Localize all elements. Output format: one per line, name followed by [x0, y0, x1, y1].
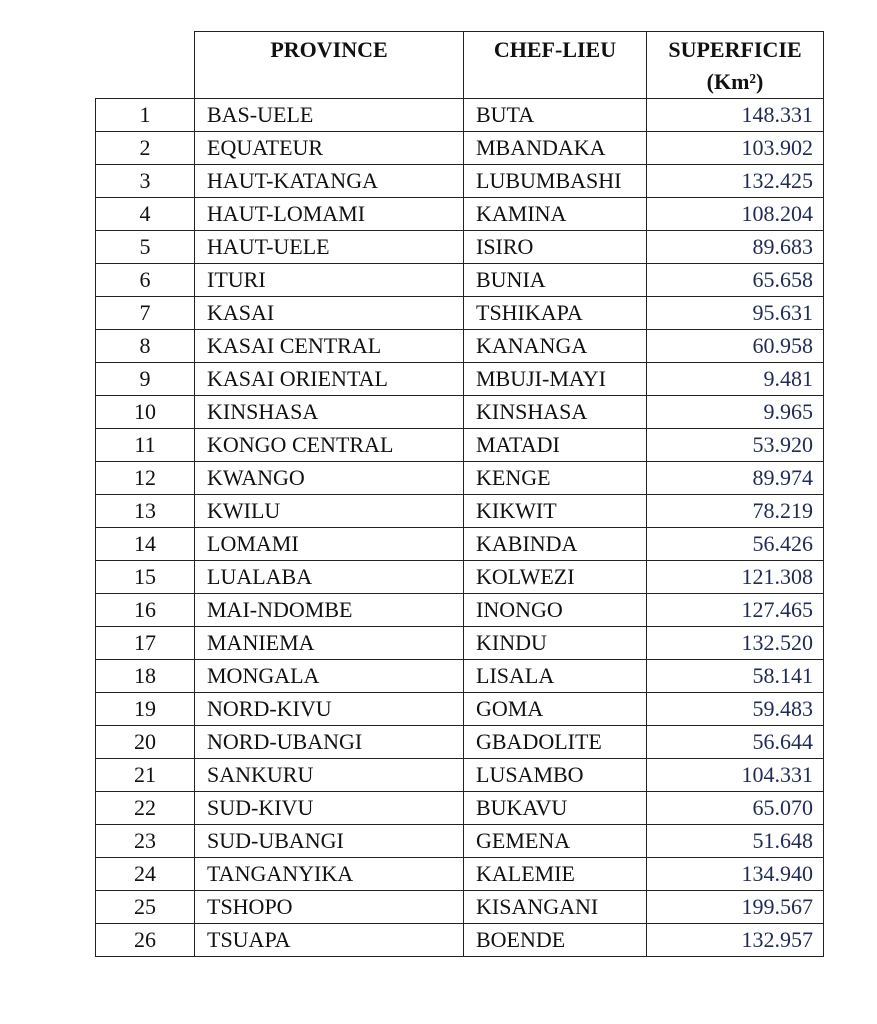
superficie-cell-text: 56.644	[752, 729, 813, 754]
chef-lieu-cell	[464, 462, 647, 495]
chef-lieu-cell-text: BOENDE	[476, 927, 566, 952]
table-row	[96, 891, 824, 924]
chef-lieu-cell	[464, 660, 647, 693]
table-row	[96, 99, 824, 132]
province-cell-text: KWILU	[207, 498, 281, 523]
superficie-cell	[647, 495, 824, 528]
chef-lieu-cell-text: BUNIA	[476, 267, 546, 292]
row-number-text: 16	[134, 597, 156, 622]
province-cell-text: KASAI CENTRAL	[207, 333, 382, 358]
province-cell-text: SANKURU	[207, 762, 314, 787]
province-cell	[195, 297, 464, 330]
province-cell-text: MANIEMA	[207, 630, 315, 655]
header-chef-lieu	[464, 32, 647, 99]
chef-lieu-cell	[464, 264, 647, 297]
row-number	[96, 627, 195, 660]
row-number	[96, 429, 195, 462]
superficie-cell-text: 148.331	[741, 102, 813, 127]
chef-lieu-cell-text: INONGO	[476, 597, 563, 622]
superficie-cell	[647, 99, 824, 132]
header-superficie-label: SUPERFICIE	[668, 37, 802, 62]
province-cell-text: EQUATEUR	[207, 135, 324, 160]
superficie-cell	[647, 165, 824, 198]
table-header	[96, 32, 824, 99]
table-row	[96, 627, 824, 660]
table-row	[96, 759, 824, 792]
chef-lieu-cell-text: MBUJI-MAYI	[476, 366, 606, 391]
province-cell	[195, 396, 464, 429]
row-number-text: 26	[134, 927, 156, 952]
table-row	[96, 660, 824, 693]
province-cell	[195, 429, 464, 462]
superficie-cell	[647, 429, 824, 462]
chef-lieu-cell-text: LUBUMBASHI	[476, 168, 622, 193]
chef-lieu-cell	[464, 429, 647, 462]
province-cell-text: MONGALA	[207, 663, 320, 688]
table-row	[96, 198, 824, 231]
superficie-cell-text: 89.974	[752, 465, 813, 490]
row-number-text: 22	[134, 795, 156, 820]
province-cell-text: TSHOPO	[207, 894, 293, 919]
chef-lieu-cell-text: LISALA	[476, 663, 555, 688]
row-number	[96, 792, 195, 825]
row-number-text: 21	[134, 762, 156, 787]
chef-lieu-cell	[464, 297, 647, 330]
row-number-text: 24	[134, 861, 156, 886]
table-row	[96, 594, 824, 627]
table-row	[96, 726, 824, 759]
row-number	[96, 825, 195, 858]
province-cell	[195, 825, 464, 858]
chef-lieu-cell	[464, 99, 647, 132]
chef-lieu-cell-text: LUSAMBO	[476, 762, 584, 787]
province-cell	[195, 660, 464, 693]
superficie-cell-text: 89.683	[752, 234, 813, 259]
table-row	[96, 858, 824, 891]
row-number-text: 12	[134, 465, 156, 490]
row-number-text: 9	[139, 366, 151, 391]
table-row	[96, 363, 824, 396]
row-number	[96, 198, 195, 231]
header-superficie	[647, 32, 824, 99]
chef-lieu-cell	[464, 396, 647, 429]
row-number	[96, 561, 195, 594]
superficie-cell-text: 65.658	[752, 267, 813, 292]
superficie-cell-text: 132.957	[741, 927, 813, 952]
row-number-text: 18	[134, 663, 156, 688]
province-cell	[195, 759, 464, 792]
province-cell	[195, 693, 464, 726]
province-cell	[195, 264, 464, 297]
chef-lieu-cell-text: KISANGANI	[476, 894, 599, 919]
chef-lieu-cell	[464, 726, 647, 759]
superficie-cell-text: 78.219	[752, 498, 813, 523]
chef-lieu-cell-text: ISIRO	[476, 234, 534, 259]
table-row	[96, 165, 824, 198]
chef-lieu-cell	[464, 594, 647, 627]
chef-lieu-cell-text: KIKWIT	[476, 498, 557, 523]
chef-lieu-cell	[464, 924, 647, 957]
chef-lieu-cell-text: MBANDAKA	[476, 135, 606, 160]
province-cell	[195, 594, 464, 627]
province-cell	[195, 792, 464, 825]
superficie-cell-text: 127.465	[741, 597, 813, 622]
province-cell	[195, 165, 464, 198]
superficie-cell-text: 60.958	[752, 333, 813, 358]
province-cell	[195, 363, 464, 396]
row-number-text: 17	[134, 630, 156, 655]
header-superficie-unit: (Km²)	[706, 69, 764, 94]
superficie-cell-text: 132.520	[741, 630, 813, 655]
chef-lieu-cell-text: KOLWEZI	[476, 564, 575, 589]
row-number-text: 3	[139, 168, 151, 193]
chef-lieu-cell-text: TSHIKAPA	[476, 300, 583, 325]
superficie-cell-text: 65.070	[752, 795, 813, 820]
table-row	[96, 792, 824, 825]
province-cell-text: MAI-NDOMBE	[207, 597, 353, 622]
row-number-text: 15	[134, 564, 156, 589]
chef-lieu-cell	[464, 891, 647, 924]
chef-lieu-cell-text: GEMENA	[476, 828, 571, 853]
province-cell-text: LOMAMI	[207, 531, 299, 556]
table-row	[96, 429, 824, 462]
province-cell	[195, 528, 464, 561]
header-province-label: PROVINCE	[270, 37, 388, 62]
table-row	[96, 462, 824, 495]
row-number	[96, 462, 195, 495]
table-row	[96, 924, 824, 957]
row-number	[96, 231, 195, 264]
chef-lieu-cell-text: KANANGA	[476, 333, 588, 358]
superficie-cell	[647, 825, 824, 858]
table-row	[96, 396, 824, 429]
province-cell-text: SUD-UBANGI	[207, 828, 344, 853]
row-number-text: 11	[134, 432, 156, 457]
province-cell-text: KINSHASA	[207, 399, 319, 424]
province-cell-text: KASAI	[207, 300, 275, 325]
superficie-cell	[647, 132, 824, 165]
row-number	[96, 132, 195, 165]
chef-lieu-cell	[464, 165, 647, 198]
row-number-text: 4	[139, 201, 151, 226]
row-number	[96, 594, 195, 627]
province-cell-text: TSUAPA	[207, 927, 291, 952]
province-cell	[195, 132, 464, 165]
chef-lieu-cell	[464, 231, 647, 264]
province-cell-text: BAS-UELE	[207, 102, 314, 127]
header-chef-lieu-label: CHEF-LIEU	[493, 37, 617, 62]
table-row	[96, 561, 824, 594]
province-cell-text: SUD-KIVU	[207, 795, 314, 820]
province-cell-text: HAUT-LOMAMI	[207, 201, 366, 226]
province-cell-text: NORD-KIVU	[207, 696, 332, 721]
superficie-cell-text: 104.331	[741, 762, 813, 787]
row-number	[96, 693, 195, 726]
chef-lieu-cell-text: KAMINA	[476, 201, 567, 226]
superficie-cell	[647, 528, 824, 561]
row-number-text: 1	[139, 102, 151, 127]
row-number	[96, 396, 195, 429]
province-cell	[195, 924, 464, 957]
superficie-cell	[647, 396, 824, 429]
province-cell	[195, 198, 464, 231]
row-number	[96, 297, 195, 330]
superficie-cell-text: 59.483	[752, 696, 813, 721]
province-cell-text: HAUT-UELE	[207, 234, 330, 259]
superficie-cell-text: 9.481	[763, 366, 813, 391]
row-number-text: 20	[134, 729, 156, 754]
superficie-cell	[647, 627, 824, 660]
chef-lieu-cell-text: KENGE	[476, 465, 551, 490]
superficie-cell	[647, 297, 824, 330]
chef-lieu-cell	[464, 858, 647, 891]
row-number-text: 10	[134, 399, 156, 424]
chef-lieu-cell	[464, 759, 647, 792]
chef-lieu-cell	[464, 792, 647, 825]
table-row	[96, 528, 824, 561]
superficie-cell	[647, 792, 824, 825]
superficie-cell-text: 58.141	[752, 663, 813, 688]
table-row	[96, 330, 824, 363]
row-number-text: 19	[134, 696, 156, 721]
row-number	[96, 726, 195, 759]
chef-lieu-cell	[464, 528, 647, 561]
superficie-cell	[647, 264, 824, 297]
superficie-cell-text: 103.902	[741, 135, 813, 160]
row-number-text: 14	[134, 531, 156, 556]
superficie-cell	[647, 924, 824, 957]
superficie-cell-text: 95.631	[752, 300, 813, 325]
superficie-cell	[647, 891, 824, 924]
table-row	[96, 495, 824, 528]
superficie-cell-text: 199.567	[741, 894, 813, 919]
chef-lieu-cell-text: MATADI	[476, 432, 560, 457]
row-number-text: 25	[134, 894, 156, 919]
superficie-cell	[647, 660, 824, 693]
row-number-text: 13	[134, 498, 156, 523]
superficie-cell	[647, 330, 824, 363]
row-number	[96, 165, 195, 198]
superficie-cell-text: 121.308	[741, 564, 813, 589]
province-cell-text: KWANGO	[207, 465, 305, 490]
superficie-cell	[647, 363, 824, 396]
superficie-cell	[647, 198, 824, 231]
row-number	[96, 363, 195, 396]
chef-lieu-cell-text: GBADOLITE	[476, 729, 602, 754]
superficie-cell-text: 56.426	[752, 531, 813, 556]
row-number-text: 5	[139, 234, 151, 259]
superficie-cell	[647, 858, 824, 891]
province-cell	[195, 231, 464, 264]
row-number	[96, 495, 195, 528]
chef-lieu-cell	[464, 825, 647, 858]
table-row	[96, 264, 824, 297]
row-number-text: 7	[139, 300, 151, 325]
province-cell	[195, 99, 464, 132]
table-row	[96, 231, 824, 264]
chef-lieu-cell	[464, 693, 647, 726]
row-number	[96, 858, 195, 891]
superficie-cell	[647, 231, 824, 264]
chef-lieu-cell	[464, 495, 647, 528]
superficie-cell	[647, 693, 824, 726]
chef-lieu-cell-text: KINDU	[476, 630, 547, 655]
superficie-cell	[647, 726, 824, 759]
province-cell	[195, 726, 464, 759]
province-cell	[195, 858, 464, 891]
chef-lieu-cell-text: KINSHASA	[476, 399, 588, 424]
chef-lieu-cell	[464, 627, 647, 660]
chef-lieu-cell	[464, 198, 647, 231]
chef-lieu-cell	[464, 330, 647, 363]
row-number	[96, 528, 195, 561]
province-cell	[195, 891, 464, 924]
row-number	[96, 759, 195, 792]
superficie-cell-text: 134.940	[741, 861, 813, 886]
superficie-cell-text: 53.920	[752, 432, 813, 457]
chef-lieu-cell-text: BUTA	[476, 102, 535, 127]
province-cell-text: LUALABA	[207, 564, 313, 589]
superficie-cell-text: 132.425	[741, 168, 813, 193]
row-number	[96, 264, 195, 297]
table-body	[96, 99, 824, 957]
province-cell-text: HAUT-KATANGA	[207, 168, 378, 193]
table-row	[96, 297, 824, 330]
row-number	[96, 924, 195, 957]
province-cell	[195, 495, 464, 528]
chef-lieu-cell-text: BUKAVU	[476, 795, 568, 820]
chef-lieu-cell	[464, 132, 647, 165]
province-cell	[195, 462, 464, 495]
provinces-table	[95, 31, 824, 957]
table-row	[96, 132, 824, 165]
table-row	[96, 825, 824, 858]
superficie-cell	[647, 462, 824, 495]
header-province	[195, 32, 464, 99]
province-cell-text: KONGO CENTRAL	[207, 432, 394, 457]
superficie-cell	[647, 594, 824, 627]
row-number	[96, 99, 195, 132]
province-cell	[195, 330, 464, 363]
row-number	[96, 660, 195, 693]
province-cell	[195, 561, 464, 594]
chef-lieu-cell	[464, 363, 647, 396]
row-number-text: 8	[139, 333, 151, 358]
province-cell-text: KASAI ORIENTAL	[207, 366, 388, 391]
province-cell-text: NORD-UBANGI	[207, 729, 363, 754]
row-number-text: 6	[139, 267, 151, 292]
row-number	[96, 330, 195, 363]
row-number-text: 23	[134, 828, 156, 853]
superficie-cell-text: 108.204	[741, 201, 813, 226]
row-number	[96, 891, 195, 924]
chef-lieu-cell-text: KABINDA	[476, 531, 578, 556]
province-cell-text: TANGANYIKA	[207, 861, 354, 886]
chef-lieu-cell	[464, 561, 647, 594]
superficie-cell	[647, 759, 824, 792]
province-cell	[195, 627, 464, 660]
row-number-text: 2	[139, 135, 151, 160]
chef-lieu-cell-text: GOMA	[476, 696, 544, 721]
superficie-cell	[647, 561, 824, 594]
header-number-cell	[96, 32, 195, 99]
chef-lieu-cell-text: KALEMIE	[476, 861, 575, 886]
superficie-cell-text: 9.965	[763, 399, 813, 424]
province-cell-text: ITURI	[207, 267, 266, 292]
table-row	[96, 693, 824, 726]
superficie-cell-text: 51.648	[752, 828, 813, 853]
